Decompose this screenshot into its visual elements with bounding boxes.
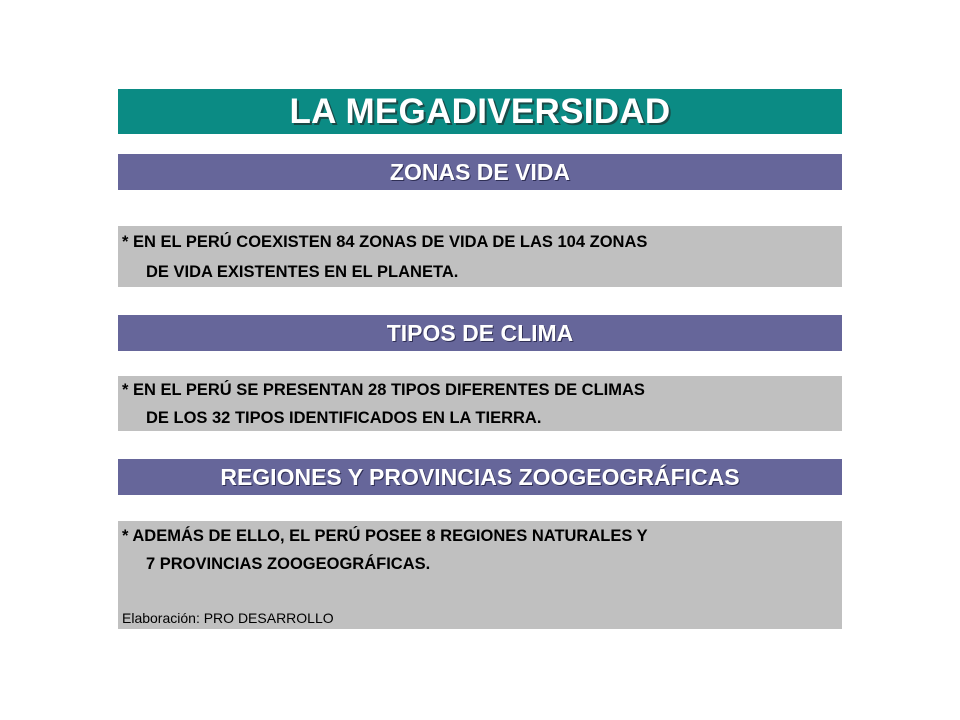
slide-title: LA MEGADIVERSIDAD	[118, 89, 842, 134]
section-heading-regiones-provincias: REGIONES Y PROVINCIAS ZOOGEOGRÁFICAS	[118, 459, 842, 495]
info-line: * EN EL PERÚ COEXISTEN 84 ZONAS DE VIDA DE LAS 104 ZONAS	[122, 233, 648, 251]
info-line: * ADEMÁS DE ELLO, EL PERÚ POSEE 8 REGIONES NATURALES Y	[122, 527, 648, 545]
info-line: * EN EL PERÚ SE PRESENTAN 28 TIPOS DIFERENTES DE CLIMAS	[122, 381, 645, 399]
info-line: 7 PROVINCIAS ZOOGEOGRÁFICAS.	[146, 555, 431, 573]
info-box-zonas-de-vida	[118, 226, 842, 287]
info-box-regiones-provincias	[118, 521, 842, 629]
info-box-tipos-de-clima	[118, 376, 842, 431]
info-line: DE VIDA EXISTENTES EN EL PLANETA.	[146, 263, 459, 281]
credit-line: Elaboración: PRO DESARROLLO	[122, 610, 334, 626]
section-heading-tipos-de-clima: TIPOS DE CLIMA	[118, 315, 842, 351]
info-line: DE LOS 32 TIPOS IDENTIFICADOS EN LA TIERRA.	[146, 409, 542, 427]
section-heading-zonas-de-vida: ZONAS DE VIDA	[118, 154, 842, 190]
